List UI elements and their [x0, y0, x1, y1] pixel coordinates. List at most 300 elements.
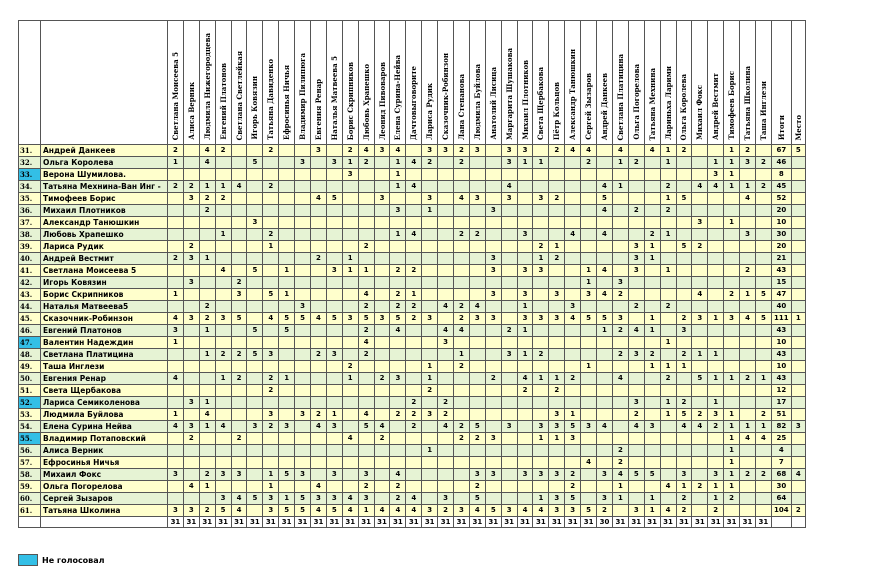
score-cell: 2 [199, 469, 215, 481]
score-cell [295, 397, 311, 409]
score-cell [740, 457, 756, 469]
totals-header-label: Итоги [776, 114, 786, 140]
score-cell: 2 [628, 301, 644, 313]
score-cell: 3 [422, 193, 438, 205]
score-cell [199, 385, 215, 397]
score-cell [295, 205, 311, 217]
column-sum: 31 [199, 517, 215, 528]
participant-name: Татьяна Мехнина-Ван Инг - [41, 181, 168, 193]
score-cell [501, 241, 517, 253]
score-cell: 2 [358, 157, 374, 169]
score-cell: 2 [724, 289, 740, 301]
score-cell: 3 [215, 493, 231, 505]
score-cell [644, 157, 660, 169]
score-cell [692, 445, 708, 457]
score-cell: 2 [612, 349, 628, 361]
column-sum: 31 [438, 517, 454, 528]
participant-name: Лариса Семиколенова [41, 397, 168, 409]
score-cell [740, 481, 756, 493]
score-cell: 4 [215, 265, 231, 277]
score-cell: 3 [724, 313, 740, 325]
score-cell: 5 [295, 493, 311, 505]
score-cell: 2 [406, 265, 422, 277]
score-cell [168, 241, 184, 253]
table-row [19, 397, 806, 409]
score-cell: 3 [581, 421, 597, 433]
row-number: 51. [19, 385, 41, 397]
score-cell [342, 289, 358, 301]
score-cell [676, 289, 692, 301]
score-cell [406, 325, 422, 337]
score-cell [168, 277, 184, 289]
score-cell [501, 265, 517, 277]
score-cell: 1 [263, 469, 279, 481]
score-cell [168, 445, 184, 457]
score-cell [660, 349, 676, 361]
score-cell [469, 337, 485, 349]
score-cell [740, 361, 756, 373]
score-cell: 4 [199, 409, 215, 421]
score-cell [279, 409, 295, 421]
table-row [19, 373, 806, 385]
header-name-cell [41, 21, 168, 145]
participant-name: Татьяна Школина [41, 505, 168, 517]
score-cell [438, 241, 454, 253]
row-place [791, 289, 805, 301]
score-cell [183, 445, 199, 457]
score-cell: 4 [438, 421, 454, 433]
score-cell: 2 [199, 193, 215, 205]
participant-name: Евгений Платонов [41, 325, 168, 337]
score-cell [374, 253, 390, 265]
score-cell: 2 [390, 289, 406, 301]
score-cell [342, 193, 358, 205]
score-cell: 2 [755, 157, 771, 169]
score-cell: 5 [469, 421, 485, 433]
score-cell [597, 361, 613, 373]
score-cell [231, 301, 247, 313]
score-cell: 3 [326, 469, 342, 481]
score-cell [533, 217, 549, 229]
score-cell [247, 361, 263, 373]
score-cell [342, 385, 358, 397]
score-cell: 2 [628, 205, 644, 217]
score-cell: 1 [517, 349, 533, 361]
participant-name: Владимир Потаповский [41, 433, 168, 445]
score-cell: 1 [644, 505, 660, 517]
score-cell [597, 433, 613, 445]
table-row [19, 505, 806, 517]
score-cell: 3 [485, 265, 501, 277]
score-cell [740, 253, 756, 265]
score-cell [422, 229, 438, 241]
column-header-label: Наталья Матвеева 5 [329, 55, 339, 140]
table-row [19, 349, 806, 361]
score-cell: 2 [628, 157, 644, 169]
score-cell: 2 [740, 145, 756, 157]
score-cell [597, 241, 613, 253]
score-cell [406, 241, 422, 253]
score-cell [740, 301, 756, 313]
score-cell: 1 [549, 433, 565, 445]
score-cell [612, 361, 628, 373]
column-sum: 31 [755, 517, 771, 528]
score-cell [199, 337, 215, 349]
score-cell: 1 [199, 481, 215, 493]
score-cell: 4 [581, 457, 597, 469]
score-cell [358, 253, 374, 265]
score-cell [517, 217, 533, 229]
row-total: 43 [771, 373, 791, 385]
score-cell: 4 [263, 313, 279, 325]
score-cell [311, 361, 327, 373]
column-header-label: Игорь Ковязин [250, 76, 260, 140]
score-cell: 3 [183, 313, 199, 325]
score-cell [676, 205, 692, 217]
score-cell [247, 229, 263, 241]
column-header-label: Сказочник-Робинзон [441, 53, 451, 140]
score-cell [755, 169, 771, 181]
column-header-label: Лариса Рудик [425, 83, 435, 140]
score-cell: 4 [311, 313, 327, 325]
score-cell [628, 373, 644, 385]
row-place [791, 277, 805, 289]
score-cell [247, 505, 263, 517]
score-cell [326, 361, 342, 373]
score-cell [581, 337, 597, 349]
score-cell: 1 [724, 481, 740, 493]
score-cell [692, 145, 708, 157]
score-cell: 3 [342, 169, 358, 181]
score-cell [231, 457, 247, 469]
score-cell: 2 [612, 445, 628, 457]
score-cell [199, 457, 215, 469]
row-place [791, 457, 805, 469]
score-cell [326, 325, 342, 337]
score-cell [183, 361, 199, 373]
score-cell: 3 [628, 253, 644, 265]
score-cell [358, 217, 374, 229]
score-cell [247, 481, 263, 493]
score-cell [406, 193, 422, 205]
score-cell [183, 157, 199, 169]
score-cell: 4 [692, 181, 708, 193]
score-cell: 3 [533, 421, 549, 433]
score-cell [628, 385, 644, 397]
score-cell [724, 265, 740, 277]
score-cell: 2 [755, 409, 771, 421]
score-cell [565, 265, 581, 277]
score-cell: 4 [565, 229, 581, 241]
row-number: 34. [19, 181, 41, 193]
row-number: 39. [19, 241, 41, 253]
score-cell [581, 193, 597, 205]
row-place [791, 373, 805, 385]
score-cell [708, 253, 724, 265]
score-cell [390, 241, 406, 253]
score-cell [279, 145, 295, 157]
score-cell [438, 349, 454, 361]
participant-name: Валентин Надеждин [41, 337, 168, 349]
score-cell [263, 193, 279, 205]
row-place [791, 409, 805, 421]
score-cell [644, 277, 660, 289]
score-cell: 3 [247, 421, 263, 433]
score-cell: 2 [740, 373, 756, 385]
score-cell [565, 397, 581, 409]
score-cell [708, 301, 724, 313]
score-cell [231, 157, 247, 169]
score-cell [660, 289, 676, 301]
score-cell: 1 [581, 265, 597, 277]
score-cell [724, 337, 740, 349]
score-cell: 2 [724, 493, 740, 505]
row-number: 38. [19, 229, 41, 241]
score-cell: 1 [199, 349, 215, 361]
totals-header [771, 21, 791, 145]
score-cell: 4 [358, 289, 374, 301]
score-cell [454, 181, 470, 193]
score-cell: 3 [485, 433, 501, 445]
score-cell: 3 [263, 493, 279, 505]
score-cell: 2 [199, 301, 215, 313]
score-cell: 5 [358, 313, 374, 325]
score-cell [342, 325, 358, 337]
score-cell [517, 169, 533, 181]
score-cell: 3 [565, 433, 581, 445]
score-cell: 3 [597, 469, 613, 481]
score-cell [342, 217, 358, 229]
score-cell: 5 [231, 313, 247, 325]
score-cell [755, 385, 771, 397]
participant-name: Сергей Зызаров [41, 493, 168, 505]
score-cell [183, 265, 199, 277]
score-cell: 1 [692, 349, 708, 361]
score-cell: 4 [612, 373, 628, 385]
score-cell [676, 181, 692, 193]
score-cell: 2 [311, 409, 327, 421]
column-header [692, 21, 708, 145]
score-cell [485, 361, 501, 373]
score-cell: 5 [247, 265, 263, 277]
score-cell [708, 145, 724, 157]
score-cell: 2 [263, 145, 279, 157]
score-cell [295, 433, 311, 445]
row-place [791, 433, 805, 445]
score-cell [549, 337, 565, 349]
score-cell: 2 [358, 241, 374, 253]
score-cell: 2 [438, 397, 454, 409]
column-header [740, 21, 756, 145]
score-cell [215, 325, 231, 337]
column-header [469, 21, 485, 145]
row-number: 42. [19, 277, 41, 289]
score-cell [199, 217, 215, 229]
score-cell [644, 445, 660, 457]
score-cell [342, 469, 358, 481]
score-cell [549, 397, 565, 409]
score-cell [231, 409, 247, 421]
row-total: 10 [771, 217, 791, 229]
column-header [708, 21, 724, 145]
score-cell: 5 [565, 493, 581, 505]
row-place [791, 445, 805, 457]
score-cell: 2 [422, 157, 438, 169]
score-cell: 1 [724, 421, 740, 433]
score-cell [342, 277, 358, 289]
score-cell: 3 [263, 349, 279, 361]
score-cell [295, 277, 311, 289]
score-cell [438, 181, 454, 193]
column-header [549, 21, 565, 145]
score-cell [168, 217, 184, 229]
score-cell: 4 [517, 373, 533, 385]
column-sum: 31 [517, 517, 533, 528]
score-cell: 1 [454, 349, 470, 361]
table-row [19, 313, 806, 325]
score-cell [295, 265, 311, 277]
score-cell: 3 [628, 397, 644, 409]
score-cell: 2 [263, 373, 279, 385]
column-sum: 31 [342, 517, 358, 528]
score-cell: 2 [628, 409, 644, 421]
score-cell: 4 [342, 433, 358, 445]
row-number: 54. [19, 421, 41, 433]
score-cell [358, 361, 374, 373]
score-cell [469, 181, 485, 193]
score-cell [692, 169, 708, 181]
score-cell [199, 361, 215, 373]
score-cell: 3 [279, 421, 295, 433]
score-cell [533, 361, 549, 373]
score-cell [581, 469, 597, 481]
score-cell [279, 241, 295, 253]
score-cell [183, 301, 199, 313]
score-cell [469, 373, 485, 385]
score-cell [644, 169, 660, 181]
score-cell [660, 493, 676, 505]
participant-name: Александр Танюшкин [41, 217, 168, 229]
score-cell: 5 [597, 313, 613, 325]
score-cell [485, 337, 501, 349]
row-place [791, 193, 805, 205]
score-cell: 5 [597, 193, 613, 205]
score-cell [183, 145, 199, 157]
score-cell [454, 217, 470, 229]
score-cell: 2 [438, 505, 454, 517]
score-cell [676, 301, 692, 313]
score-cell [454, 277, 470, 289]
score-cell [565, 169, 581, 181]
score-cell: 2 [740, 469, 756, 481]
column-sum: 31 [549, 517, 565, 528]
row-number: 45. [19, 313, 41, 325]
score-cell [533, 181, 549, 193]
score-cell [740, 241, 756, 253]
score-cell [485, 457, 501, 469]
score-cell [342, 421, 358, 433]
row-total: 20 [771, 205, 791, 217]
participant-name: Таша Инглези [41, 361, 168, 373]
score-cell: 3 [644, 421, 660, 433]
score-cell [231, 265, 247, 277]
score-cell: 4 [628, 421, 644, 433]
score-cell: 2 [565, 481, 581, 493]
score-cell: 3 [295, 409, 311, 421]
score-cell: 2 [660, 205, 676, 217]
score-cell [469, 445, 485, 457]
column-sum: 31 [422, 517, 438, 528]
score-cell: 1 [660, 397, 676, 409]
column-header-label: Пётр Кольцов [552, 81, 562, 140]
score-cell: 3 [533, 469, 549, 481]
score-cell: 1 [676, 361, 692, 373]
score-cell: 3 [708, 469, 724, 481]
score-cell: 1 [612, 493, 628, 505]
score-cell [517, 193, 533, 205]
score-cell: 2 [660, 373, 676, 385]
score-cell: 3 [628, 265, 644, 277]
score-cell [565, 385, 581, 397]
score-cell: 5 [358, 421, 374, 433]
score-cell [199, 265, 215, 277]
score-cell: 3 [358, 469, 374, 481]
score-cell [263, 253, 279, 265]
score-cell: 3 [183, 421, 199, 433]
score-cell: 3 [565, 505, 581, 517]
score-cell [231, 169, 247, 181]
score-cell [597, 217, 613, 229]
column-sum: 31 [406, 517, 422, 528]
score-cell [501, 373, 517, 385]
score-cell: 1 [740, 289, 756, 301]
row-number: 43. [19, 289, 41, 301]
score-cell [501, 409, 517, 421]
score-cell [740, 409, 756, 421]
score-cell: 2 [406, 397, 422, 409]
column-header [295, 21, 311, 145]
score-cell [501, 397, 517, 409]
row-total: 51 [771, 409, 791, 421]
table-row [19, 433, 806, 445]
row-total: 64 [771, 493, 791, 505]
score-cell [374, 289, 390, 301]
score-cell [454, 493, 470, 505]
table-row [19, 445, 806, 457]
score-cell: 3 [549, 289, 565, 301]
score-cell [581, 217, 597, 229]
score-cell [422, 469, 438, 481]
score-cell: 2 [565, 469, 581, 481]
score-cell: 1 [724, 457, 740, 469]
score-cell [565, 361, 581, 373]
score-cell: 4 [358, 337, 374, 349]
score-cell: 5 [565, 421, 581, 433]
score-cell [533, 169, 549, 181]
column-header [374, 21, 390, 145]
score-cell [485, 241, 501, 253]
participant-name: Михаил Плотников [41, 205, 168, 217]
score-cell: 2 [454, 361, 470, 373]
score-cell [755, 481, 771, 493]
score-cell: 2 [469, 229, 485, 241]
score-cell: 2 [755, 181, 771, 193]
score-cell [231, 145, 247, 157]
score-cell: 1 [422, 373, 438, 385]
score-cell: 5 [676, 193, 692, 205]
score-cell: 4 [517, 505, 533, 517]
score-cell [724, 361, 740, 373]
